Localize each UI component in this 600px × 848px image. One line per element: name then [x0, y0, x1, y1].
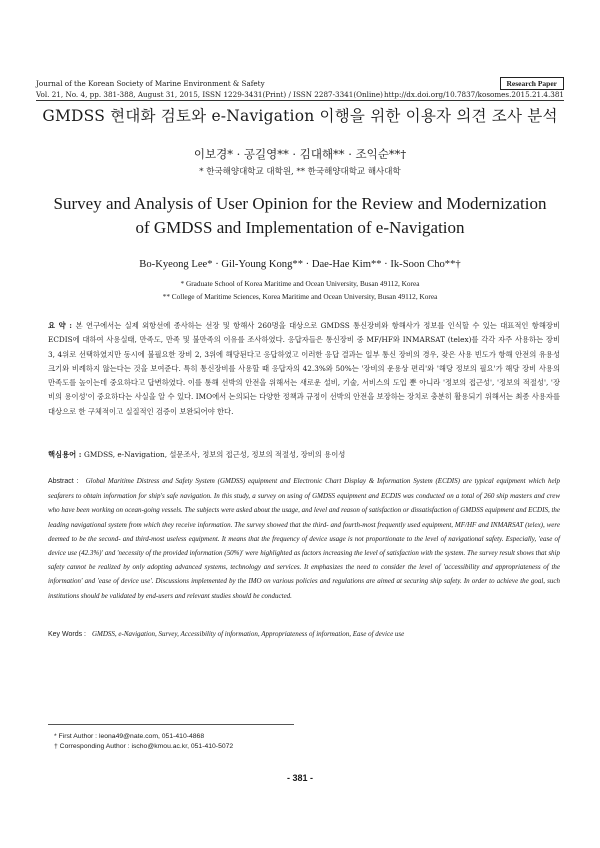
english-abstract-label: Abstract :	[48, 478, 82, 485]
korean-abstract-text: 본 연구에서는 실제 외항선에 종사하는 선장 및 항해사 260명을 대상으로 GMDSS 통신장비와 항해사가 정보를 인식할 수 있는 대표적인 항해장비 ECDIS에 대하여 사용실태, 만족도, 만족 및 불만족의 이유를 조사하였다. 응답자들은 통신장비 중 MF/HF와 INMARSAT (telex)를 각각 자주 사용하는 장비 3, 4위로 선택하였지만 동시에 불필요한 장비 2, 3위에 해당된다고 응답하였고 이러한 응답 결과는 일부 통신 장비의 경우, 잦은 사용 빈도가 항해 안전의 유용성 크기와 비례하지 않는다는 것을 보여준다. 특히 통신장비를 사용할 때 응답자의 42.3%와 50%는 '장비의 운용상 편리'와 '해당 정보의 필요'가 해당 장비 사용의 만족도를 높이는데 중요하다고 답변하였다. 이를 통해 선박의 안전을 위해서는 새로운 설비, 기술, 서비스의 도입 뿐 아니라 '정보의 접근성', '정보의 적절성', '장비의 용이성'이 중요하다는 사실을 알 수 있다. IMO에서 논의되는 다양한 정책과 규정이 선박의 안전을 보장하는 장치로 충분히 활용되기 위해서는 최종 사용자를 대상으로 한 구체적이고 실질적인 검증이 보완되어야 한다.	[48, 321, 560, 416]
doi-link[interactable]: http://dx.doi.org/10.7837/kosomes.2015.21.4.381	[384, 90, 564, 99]
english-affiliation-2: ** College of Maritime Sciences, Korea Maritime and Ocean University, Busan 49112, Korea	[162, 292, 438, 301]
korean-keywords	[48, 450, 560, 460]
korean-affiliation: * 한국해양대학교 대학원, ** 한국해양대학교 해사대학	[199, 167, 401, 177]
english-keywords-text: GMDSS, e-Navigation, Survey, Accessibility of information, Appropriateness of information, Ease of device use	[91, 630, 405, 638]
footnote-divider	[48, 724, 294, 725]
korean-title: GMDSS 현대화 검토와 e-Navigation 이행을 위한 이용자 의견 조사 분석	[42, 107, 558, 125]
page-number: - 381 -	[286, 773, 313, 783]
korean-keywords-label: 핵심용어 :	[48, 450, 84, 459]
footnote-corresponding-author: † Corresponding Author : ischo@kmou.ac.kr, 051-410-5072	[54, 743, 234, 750]
english-abstract	[48, 474, 560, 603]
korean-authors: 이보경* · 공길영** · 김대해** · 조익순**†	[193, 147, 407, 161]
english-title-line-2: of GMDSS and Implementation of e-Navigation	[135, 218, 465, 237]
volume-info: Vol. 21, No. 4, pp. 381-388, August 31, 2015, ISSN 1229-3431(Print) / ISSN 2287-3341(Online)	[36, 90, 383, 99]
korean-abstract-label: 요 약 :	[48, 321, 76, 330]
header-divider	[36, 100, 564, 101]
footnote-first-author: * First Author : leona49@nate.com, 051-410-4868	[54, 733, 205, 740]
english-abstract-text: Global Maritime Distress and Safety System (GMDSS) equipment and Electronic Chart Display & Information System (ECDIS) are typical equipment which help seafarers to obtain information for ship's safe navigation. In this study, a survey on using of GMDSS equipment and ECDIS was conducted on a total of 260 ship masters and crew who have been working on ocean-going vessels. The subjects were asked about the usage, and level and reason of satisfaction or dissatisfaction of GMDSS equipment and ECDIS, the leading navigational system from which they receive information. The survey showed that the third- and fourth-most frequently used equipment, MF/HF and INMARSAT (telex), were deemed to be the second- and third-most useless equipment. It means that the frequency of device usage is not proportionate to the level of navigational safety. Especially, 'ease of device use (42.3%)' and 'necessity of the provided information (50%)' were highlighted as factors increasing the level of satisfaction with the system. The survey result shows that ship safety cannot be realized by only adopting advanced systems, technology and services. It emphasizes the need to consider the level of 'accessibility and appropriateness of the information' and 'ease of device use'. Discussions implemented by the IMO on various policies and regulations are aimed at securing ship safety. In order to achieve the goal, such institutions should be validated by end-users and relevant studies should be conducted.	[48, 477, 561, 600]
research-paper-badge: Research Paper	[500, 77, 564, 90]
korean-keywords-text: GMDSS, e-Navigation, 설문조사, 정보의 접근성, 정보의 적절성, 장비의 용이성	[83, 450, 346, 459]
english-keywords-label: Key Words :	[48, 631, 88, 638]
korean-abstract	[48, 319, 560, 419]
english-keywords	[48, 630, 560, 638]
english-title-line-1: Survey and Analysis of User Opinion for the Review and Modernization	[53, 194, 547, 213]
english-authors: Bo-Kyeong Lee* · Gil-Young Kong** · Dae-Hae Kim** · Ik-Soon Cho**†	[139, 259, 461, 270]
english-affiliation-1: * Graduate School of Korea Maritime and Ocean University, Busan 49112, Korea	[180, 279, 420, 288]
journal-name: Journal of the Korean Society of Marine Environment & Safety	[36, 79, 265, 88]
